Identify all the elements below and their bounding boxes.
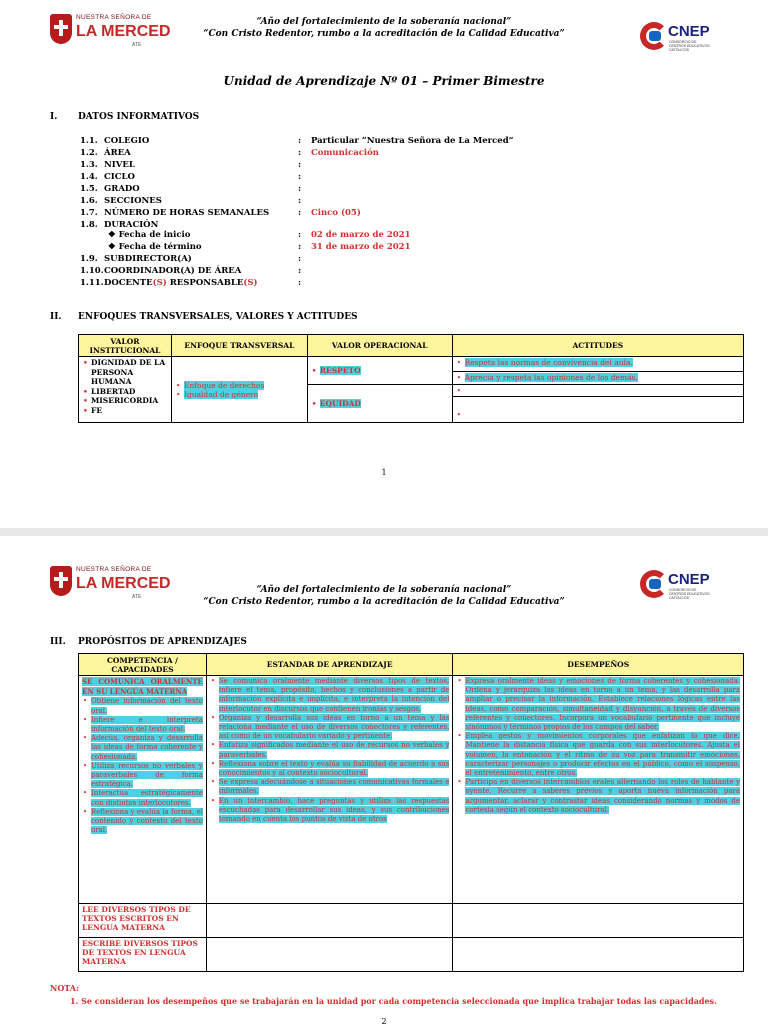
- valor-operacional-equidad: • EQUIDAD: [307, 385, 452, 423]
- page-number: 1: [381, 468, 387, 477]
- column-header: DESEMPEÑOS: [453, 654, 744, 676]
- valor-operacional-respeto: • RESPETO: [307, 357, 452, 385]
- la-merced-logo: NUESTRA SEÑORA DE LA MERCED ATE: [50, 12, 160, 56]
- section-1-title: DATOS INFORMATIVOS: [78, 112, 200, 122]
- column-header: ENFOQUE TRANSVERSAL: [171, 335, 307, 357]
- document-page-1: NUESTRA SEÑORA DE LA MERCED ATE “Año del fortalecimiento de la soberanía nacional” “Con Cristo Redentor, rumbo a la acreditación de la Calidad Educativa” CNEP CONSORCIO DE CENTROS EDUCATIVOS CATÓLICOS Unidad de Aprendizaje Nº 01 – Primer Bimestre I. DATOS INFORMATIVOS 1.1. COLEGIO : Particular “Nuestra Señora de La Merced” 1.2. ÁREA : Comunicación 1.3. NIVEL : 1.4. CICLO : 1.5. GRADO : 1.6. SECCIONES : 1.7. NÚMERO DE HORAS SEMANALES : Cinco (05) 1.8. DURACIÓN ❖ Fecha de inicio : 02 de marzo de 2021 ❖ Fecha de término : 31 de marzo de 2021 1.9. SUBDIRECTOR(A) : 1.10. COORDINADOR(A) DE ÁREA : 1.11. DOCENTE(S) RESPONSABLE(S) : II. ENFOQUES TRANSVERSALES, VALORES Y ACTITUDES VALOR INSTITUCIONAL ENFOQUE TRANSVERSAL VALOR OPERACIONAL ACTITUDES • DIGNIDAD DE LA PERSONA HUMANA • LIBERTAD • MISERICORDIA • FE • Enfoque de derechos • Igualdad de género • RESPETO • Respeta las normas de convivencia del aula. • Aprecia y respeta las opiniones de los demás. • EQUIDAD 1: [0, 0, 768, 520]
- column-header: VALOR OPERACIONAL: [307, 335, 452, 357]
- competencia-lee-cell: LEE DIVERSOS TIPOS DE TEXTOS ESCRITOS EN LENGUA MATERNA: [79, 904, 207, 938]
- page-number: 2: [381, 1017, 387, 1024]
- column-header: VALOR INSTITUCIONAL: [79, 335, 172, 357]
- cnep-logo: CNEP CONSORCIO DE CENTROS EDUCATIVOS CATÓLICOS: [640, 568, 720, 604]
- valor-institucional-cell: • DIGNIDAD DE LA PERSONA HUMANA • LIBERTAD • MISERICORDIA • FE: [79, 357, 172, 423]
- motto-line-1: “Año del fortalecimiento de la soberanía nacional”: [256, 585, 512, 595]
- nota-item: 1. Se consideran los desempeños que se trabajarán en la unidad por cada competencia seleccionada que implica trabajar todas las capacidades.: [70, 996, 717, 1006]
- enfoques-table: [78, 334, 744, 423]
- section-3-title: PROPÓSITOS DE APRENDIZAJES: [78, 637, 247, 647]
- section-2-title: ENFOQUES TRANSVERSALES, VALORES Y ACTITUDES: [78, 312, 358, 322]
- column-header: ESTANDAR DE APRENDIZAJE: [206, 654, 453, 676]
- motto-line-2: “Con Cristo Redentor, rumbo a la acreditación de la Calidad Educativa”: [203, 597, 565, 607]
- section-3-number: III.: [50, 637, 66, 647]
- column-header: ACTITUDES: [452, 335, 743, 357]
- nota-label: NOTA:: [50, 983, 79, 993]
- document-page-2: [0, 528, 768, 1024]
- section-1-number: I.: [50, 112, 58, 122]
- desempenos-cell: • Expresa oralmente ideas y emociones de forma coherentes y cohesionada. Ordena y jerarquiza las ideas en torno a un tema, y las desarrolla para ampliar o precisar la información. Establece relaciones lógicas entre las ideas, como comparación, simultaneidad y disyunción, a través de diversos referentes y conectores. Incorpora un vocabulario pertinente que incluye sinónimos y términos propios de los campos del saber. • Emplea gestos y movimientos corporales que enfatizan lo que dice. Mantiene la distancia física que guarda con sus interlocutores. Ajusta el volumen, la entonación y el ritmo de su voz para transmitir emociones, caracterizar personajes o producir efectos en el público, como el suspenso, el entretenimiento, entre otros. • Participa en diversos intercambios orales alternando los roles de hablante y oyente. Recurre a saberes previos y aporta nueva información para argumentar, aclarar y contrastar ideas considerando normas y modos de cortesía según el contexto sociocultural.: [453, 676, 744, 904]
- la-merced-logo: NUESTRA SEÑORA DE LA MERCED ATE: [50, 564, 160, 608]
- estandar-cell: • Se comunica oralmente mediante diversos tipos de textos; infiere el tema, propósito, hechos y conclusiones a partir de información explícita e implícita, e interpreta la intención del interlocutor en discursos que contienen ironías y sesgos. • Organiza y desarrolla sus ideas en torno a un tema y las relaciona mediante el uso de diversos conectores y referentes, así como de un vocabulario variado y pertinente. • Enfatiza significados mediante el uso de recursos no verbales y paraverbales. • Reflexiona sobre el texto y evalúa su fiabilidad de acuerdo a sus conocimientos y al contexto sociocultural. • Se expresa adecuándose a situaciones comunicativas formales e informales. • En un intercambio, hace preguntas y utiliza las respuestas escuchadas para desarrollar sus ideas, y sus contribuciones tomando en cuenta los puntos de vista de otros: [206, 676, 453, 904]
- actitud-cell: [452, 385, 743, 397]
- competencia-escribe-cell: ESCRIBE DIVERSOS TIPOS DE TEXTOS EN LENGUA MATERNA: [79, 938, 207, 972]
- competencia-oral-cell: SE COMUNICA ORALMENTE EN SU LENGUA MATERNA • Obtiene información del texto oral. • Infiere e interpreta información del texto oral. • Adecúa, organiza y desarrolla las ideas de forma coherente y cohesionada. • Utiliza recursos no verbales y paraverbales de forma estratégica. • Interactúa estratégicamente con distintos interlocutores. • Reflexiona y evalúa la forma, el contenido y contexto del texto oral.: [79, 676, 207, 904]
- actitud-cell: • Respeta las normas de convivencia del aula.: [452, 357, 743, 372]
- actitud-cell: [452, 397, 743, 423]
- motto-line-2: “Con Cristo Redentor, rumbo a la acreditación de la Calidad Educativa”: [203, 29, 565, 39]
- enfoque-transversal-cell: • Enfoque de derechos • Igualdad de género: [171, 357, 307, 423]
- cnep-logo: CNEP CONSORCIO DE CENTROS EDUCATIVOS CATÓLICOS: [640, 20, 720, 56]
- motto-line-1: “Año del fortalecimiento de la soberanía nacional”: [256, 17, 512, 27]
- column-header: COMPETENCIA / CAPACIDADES: [79, 654, 207, 676]
- section-2-number: II.: [50, 312, 62, 322]
- propositos-table: [78, 653, 744, 972]
- actitud-cell: • Aprecia y respeta las opiniones de los demás.: [452, 372, 743, 385]
- document-title: Unidad de Aprendizaje Nº 01 – Primer Bimestre: [223, 74, 545, 88]
